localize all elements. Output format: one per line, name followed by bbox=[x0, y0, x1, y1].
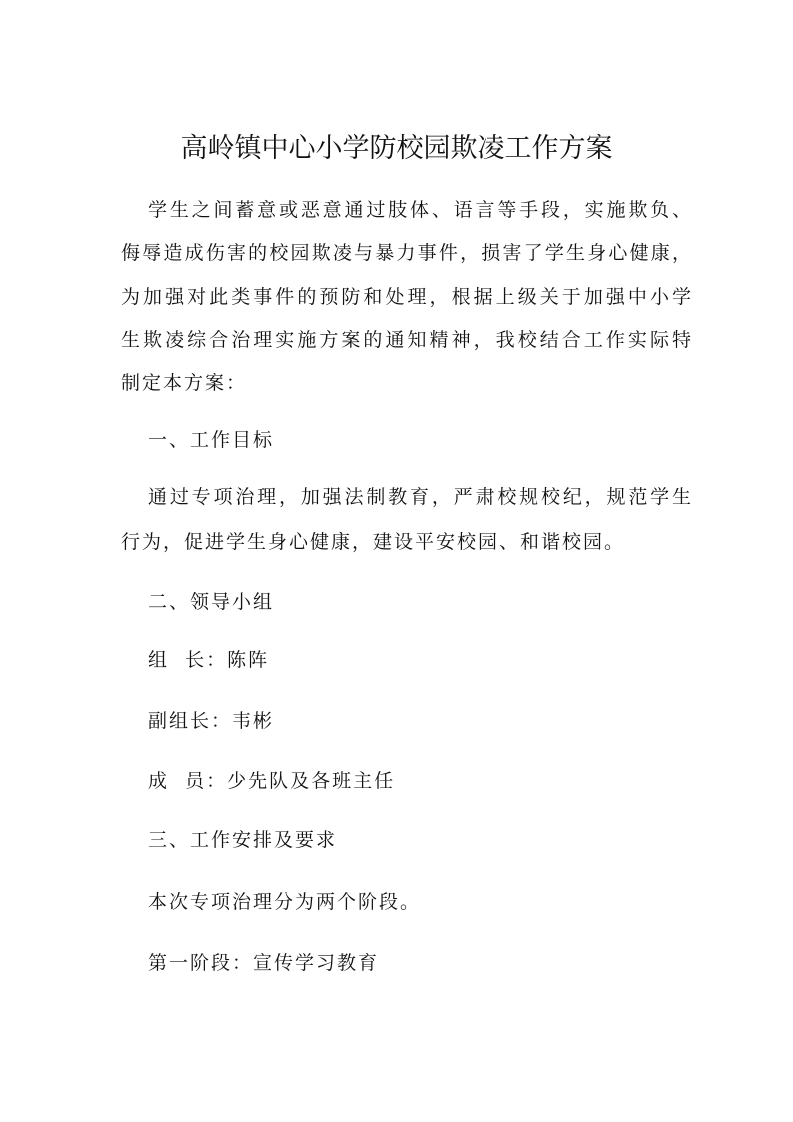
phase-heading: 第一阶段：宣传学习教育 bbox=[148, 952, 380, 974]
paragraph-line: 为加强对此类事件的预防和处理，根据上级关于加强中小学 bbox=[121, 286, 691, 308]
section-heading: 二、领导小组 bbox=[148, 591, 275, 613]
section-heading: 三、工作安排及要求 bbox=[148, 829, 338, 851]
paragraph-line: 通过专项治理，加强法制教育，严肃校规校纪，规范学生 bbox=[148, 486, 691, 508]
leader-line: 组 长：陈阵 bbox=[148, 649, 270, 671]
section-heading: 一、工作目标 bbox=[148, 429, 275, 451]
paragraph-line: 学生之间蓄意或恶意通过肢体、语言等手段，实施欺负、 bbox=[148, 199, 691, 221]
deputy-line: 副组长：韦彬 bbox=[148, 710, 275, 732]
paragraph-line: 侮辱造成伤害的校园欺凌与暴力事件，损害了学生身心健康， bbox=[121, 242, 691, 264]
paragraph-line: 制定本方案： bbox=[121, 372, 248, 394]
paragraph-line: 本次专项治理分为两个阶段。 bbox=[148, 891, 422, 913]
document-title: 高岭镇中心小学防校园欺凌工作方案 bbox=[180, 133, 613, 164]
paragraph-line: 行为，促进学生身心健康，建设平安校园、和谐校园。 bbox=[121, 531, 626, 553]
paragraph-line: 生欺凌综合治理实施方案的通知精神，我校结合工作实际特 bbox=[121, 329, 691, 351]
members-line: 成 员：少先队及各班主任 bbox=[148, 770, 396, 792]
